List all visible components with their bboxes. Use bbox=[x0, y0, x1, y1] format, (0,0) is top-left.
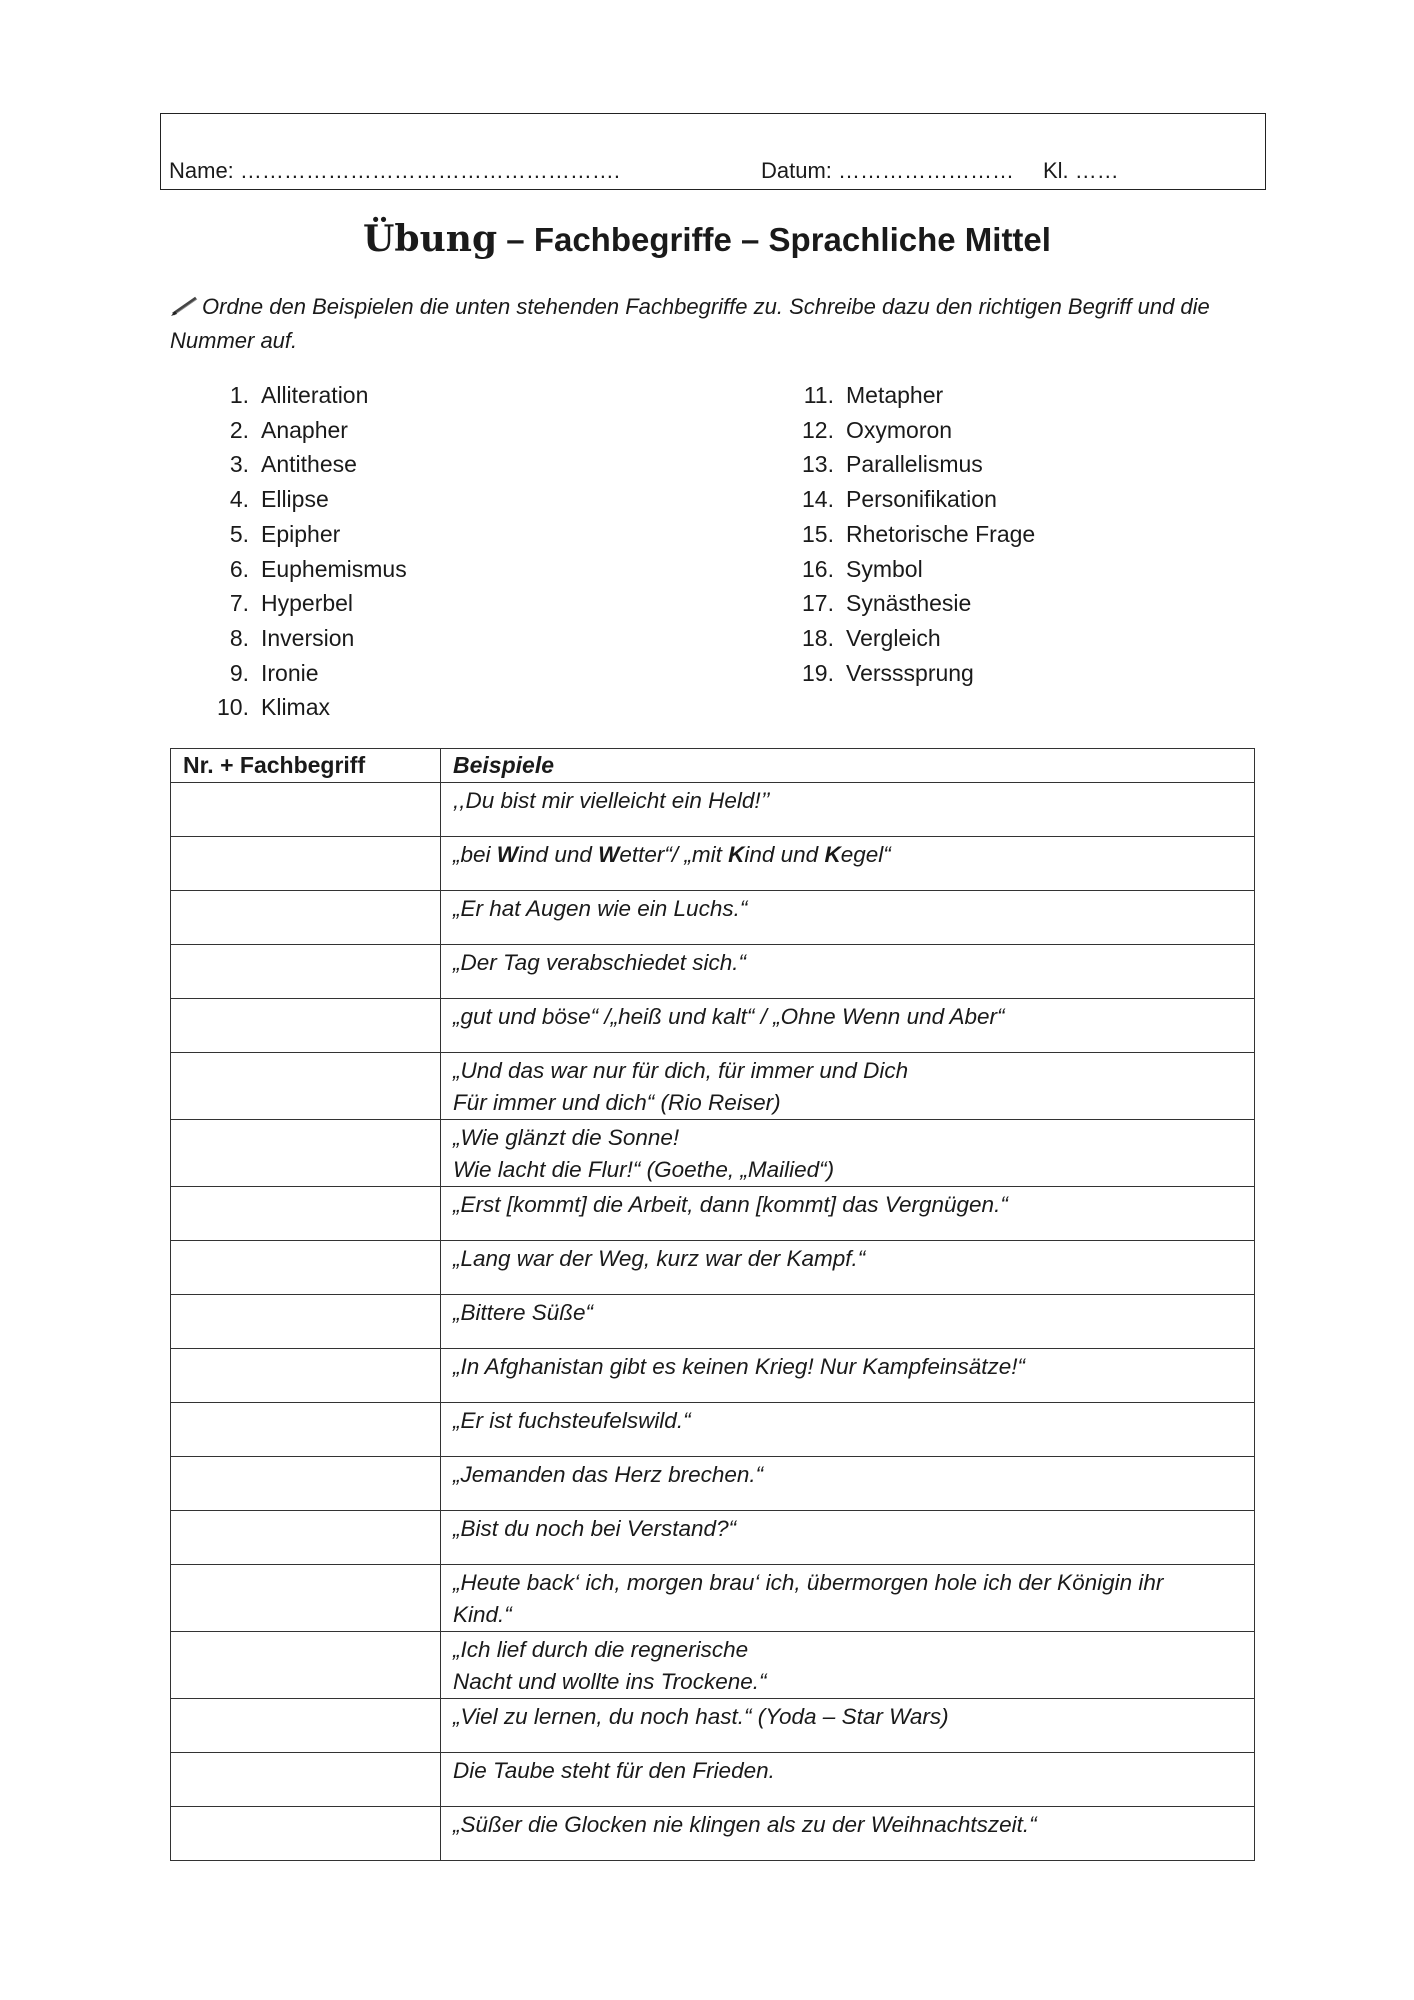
table-row bbox=[171, 1295, 1255, 1349]
term-label: Metapher bbox=[846, 382, 944, 408]
answer-cell[interactable] bbox=[171, 1295, 441, 1349]
table-row bbox=[171, 1511, 1255, 1565]
date-field[interactable]: Datum: …………………… bbox=[761, 158, 1015, 183]
term-label: Synästhesie bbox=[846, 590, 972, 617]
term-list-item bbox=[790, 552, 1035, 587]
example-cell bbox=[441, 1241, 1255, 1295]
table-row bbox=[171, 1187, 1255, 1241]
pencil-icon bbox=[170, 295, 200, 317]
example-line: „Viel zu lernen, du noch hast.“ (Yoda – Star Wars) bbox=[453, 1704, 949, 1729]
example-line: „bei Wind und Wetter“/ „mit Kind und Kegel“ bbox=[453, 842, 891, 867]
term-label: Personifikation bbox=[846, 486, 997, 513]
instruction-label: Ordne den Beispielen die unten stehenden Fachbegriffe zu. Schreibe dazu den richtigen Begriff und die Nummer auf. bbox=[170, 294, 1210, 353]
term-label: Parallelismus bbox=[846, 451, 983, 478]
answer-cell[interactable] bbox=[171, 1349, 441, 1403]
example-line: „Er hat Augen wie ein Luchs.“ bbox=[453, 896, 748, 921]
example-cell bbox=[441, 783, 1255, 837]
answer-cell[interactable] bbox=[171, 783, 441, 837]
answer-cell[interactable] bbox=[171, 1632, 441, 1699]
header-example-rest: eispiele bbox=[469, 752, 555, 778]
name-field[interactable]: Name: ……………………………………………. bbox=[169, 158, 621, 183]
term-list-left bbox=[205, 378, 407, 725]
example-line: ,,Du bist mir vielleicht ein Held!’’ bbox=[453, 788, 770, 813]
table-row bbox=[171, 1053, 1255, 1120]
title-main: Übung bbox=[363, 218, 498, 260]
term-list-item bbox=[205, 447, 407, 482]
term-number: 9. bbox=[229, 659, 249, 686]
term-number: 17. bbox=[802, 590, 834, 617]
term-list-item bbox=[205, 586, 407, 621]
table-row bbox=[171, 1403, 1255, 1457]
example-line: Kind.“ bbox=[453, 1602, 512, 1627]
table-row bbox=[171, 999, 1255, 1053]
term-number: 6. bbox=[229, 555, 249, 582]
header-example-initial: B bbox=[453, 752, 470, 778]
answer-cell[interactable] bbox=[171, 1565, 441, 1632]
term-number: 11. bbox=[803, 382, 834, 408]
example-cell bbox=[441, 1632, 1255, 1699]
term-list-item bbox=[205, 690, 407, 725]
term-list-item bbox=[790, 586, 1035, 621]
instruction-text bbox=[170, 290, 1270, 358]
example-cell bbox=[441, 837, 1255, 891]
example-line: „In Afghanistan gibt es keinen Krieg! Nur Kampfeinsätze!“ bbox=[453, 1354, 1025, 1379]
example-cell bbox=[441, 1457, 1255, 1511]
exercise-table bbox=[170, 748, 1255, 1861]
example-cell bbox=[441, 1511, 1255, 1565]
title-sub: – Fachbegriffe – Sprachliche Mittel bbox=[497, 221, 1051, 258]
term-list-right bbox=[790, 378, 1035, 690]
table-row bbox=[171, 891, 1255, 945]
example-cell bbox=[441, 1807, 1255, 1861]
table-row bbox=[171, 1565, 1255, 1632]
example-cell bbox=[441, 1403, 1255, 1457]
answer-cell[interactable] bbox=[171, 1699, 441, 1753]
term-number: 4. bbox=[229, 486, 249, 513]
term-label: Rhetorische Frage bbox=[846, 520, 1036, 547]
term-number: 5. bbox=[229, 520, 249, 547]
table-row bbox=[171, 837, 1255, 891]
answer-cell[interactable] bbox=[171, 945, 441, 999]
term-list-item bbox=[790, 378, 1035, 413]
example-cell bbox=[441, 1053, 1255, 1120]
term-label: Symbol bbox=[846, 555, 923, 582]
table-row bbox=[171, 1120, 1255, 1187]
term-label: Inversion bbox=[261, 624, 355, 651]
term-label: Euphemismus bbox=[261, 555, 407, 582]
term-list-item bbox=[790, 413, 1035, 448]
example-cell bbox=[441, 1753, 1255, 1807]
example-line: „Jemanden das Herz brechen.“ bbox=[453, 1462, 764, 1487]
example-cell bbox=[441, 1295, 1255, 1349]
example-cell bbox=[441, 945, 1255, 999]
term-list-item bbox=[205, 517, 407, 552]
example-line: „Lang war der Weg, kurz war der Kampf.“ bbox=[453, 1246, 866, 1271]
example-line: „Heute back‘ ich, morgen brau‘ ich, übermorgen hole ich der Königin ihr bbox=[453, 1570, 1164, 1595]
table-row bbox=[171, 1753, 1255, 1807]
term-list-item bbox=[205, 552, 407, 587]
example-cell bbox=[441, 999, 1255, 1053]
answer-cell[interactable] bbox=[171, 1403, 441, 1457]
term-label: Ellipse bbox=[261, 486, 329, 513]
table-row bbox=[171, 1632, 1255, 1699]
table-row bbox=[171, 1699, 1255, 1753]
class-field[interactable]: Kl. …… bbox=[1043, 158, 1119, 183]
table-header-row bbox=[171, 749, 1255, 783]
answer-cell[interactable] bbox=[171, 1511, 441, 1565]
answer-cell[interactable] bbox=[171, 1753, 441, 1807]
term-number: 1. bbox=[229, 382, 249, 408]
example-line: „gut und böse“ /„heiß und kalt“ / „Ohne Wenn und Aber“ bbox=[453, 1004, 1005, 1029]
header-term-column: Nr. + Fachbegriff bbox=[171, 749, 441, 783]
example-cell bbox=[441, 1699, 1255, 1753]
student-info-box bbox=[160, 113, 1266, 190]
example-line: Nacht und wollte ins Trockene.“ bbox=[453, 1669, 767, 1694]
header-example-column bbox=[441, 749, 1255, 783]
term-label: Oxymoron bbox=[846, 416, 953, 443]
example-cell bbox=[441, 1565, 1255, 1632]
page-title bbox=[0, 218, 1414, 260]
example-cell bbox=[441, 891, 1255, 945]
table-row bbox=[171, 945, 1255, 999]
term-number: 19. bbox=[802, 659, 834, 686]
example-line: Die Taube steht für den Frieden. bbox=[453, 1758, 775, 1783]
answer-cell[interactable] bbox=[171, 1120, 441, 1187]
term-list-item bbox=[790, 447, 1035, 482]
term-number: 2. bbox=[229, 416, 249, 443]
term-label: Epipher bbox=[261, 520, 341, 547]
term-list-item bbox=[205, 482, 407, 517]
table-row bbox=[171, 1241, 1255, 1295]
example-line: „Erst [kommt] die Arbeit, dann [kommt] das Vergnügen.“ bbox=[453, 1192, 1008, 1217]
example-line: „Bist du noch bei Verstand?“ bbox=[453, 1516, 737, 1541]
term-label: Vergleich bbox=[846, 624, 941, 651]
answer-cell[interactable] bbox=[171, 891, 441, 945]
term-label: Alliteration bbox=[261, 382, 369, 408]
example-line: Für immer und dich“ (Rio Reiser) bbox=[453, 1090, 781, 1115]
term-list-item bbox=[790, 656, 1035, 691]
answer-cell[interactable] bbox=[171, 1457, 441, 1511]
term-number: 3. bbox=[229, 451, 249, 478]
term-label: Hyperbel bbox=[261, 590, 354, 617]
example-cell bbox=[441, 1349, 1255, 1403]
example-line: „Süßer die Glocken nie klingen als zu der Weihnachtszeit.“ bbox=[453, 1812, 1037, 1837]
example-line: „Und das war nur für dich, für immer und Dich bbox=[453, 1058, 909, 1083]
term-list-item bbox=[790, 621, 1035, 656]
answer-cell[interactable] bbox=[171, 999, 441, 1053]
term-number: 13. bbox=[802, 451, 834, 478]
example-line: „Er ist fuchsteufelswild.“ bbox=[453, 1408, 691, 1433]
term-number: 7. bbox=[229, 590, 249, 617]
term-number: 12. bbox=[802, 416, 834, 443]
term-list-item bbox=[790, 482, 1035, 517]
answer-cell[interactable] bbox=[171, 1187, 441, 1241]
example-line: „Bittere Süße“ bbox=[453, 1300, 594, 1325]
term-label: Versssprung bbox=[846, 659, 974, 686]
term-number: 10. bbox=[217, 694, 249, 721]
term-number: 15. bbox=[802, 520, 834, 547]
table-row bbox=[171, 1457, 1255, 1511]
term-label: Anapher bbox=[261, 416, 348, 443]
term-list-item bbox=[205, 656, 407, 691]
term-label: Antithese bbox=[261, 451, 357, 478]
example-line: „Ich lief durch die regnerische bbox=[453, 1637, 749, 1662]
term-list-item bbox=[205, 621, 407, 656]
term-number: 18. bbox=[802, 624, 834, 651]
term-number: 16. bbox=[802, 555, 834, 582]
term-number: 8. bbox=[229, 624, 249, 651]
term-list-item bbox=[790, 517, 1035, 552]
table-row bbox=[171, 1349, 1255, 1403]
term-label: Klimax bbox=[261, 694, 331, 721]
answer-cell[interactable] bbox=[171, 837, 441, 891]
answer-cell[interactable] bbox=[171, 1241, 441, 1295]
term-list-item bbox=[205, 378, 407, 413]
example-line: „Wie glänzt die Sonne! bbox=[453, 1125, 680, 1150]
answer-cell[interactable] bbox=[171, 1807, 441, 1861]
term-list-item bbox=[205, 413, 407, 448]
example-cell bbox=[441, 1120, 1255, 1187]
example-line: „Der Tag verabschiedet sich.“ bbox=[453, 950, 747, 975]
example-cell bbox=[441, 1187, 1255, 1241]
term-number: 14. bbox=[802, 486, 834, 513]
table-row bbox=[171, 783, 1255, 837]
answer-cell[interactable] bbox=[171, 1053, 441, 1120]
table-row bbox=[171, 1807, 1255, 1861]
term-label: Ironie bbox=[261, 659, 319, 686]
example-line: Wie lacht die Flur!“ (Goethe, „Mailied“) bbox=[453, 1157, 835, 1182]
